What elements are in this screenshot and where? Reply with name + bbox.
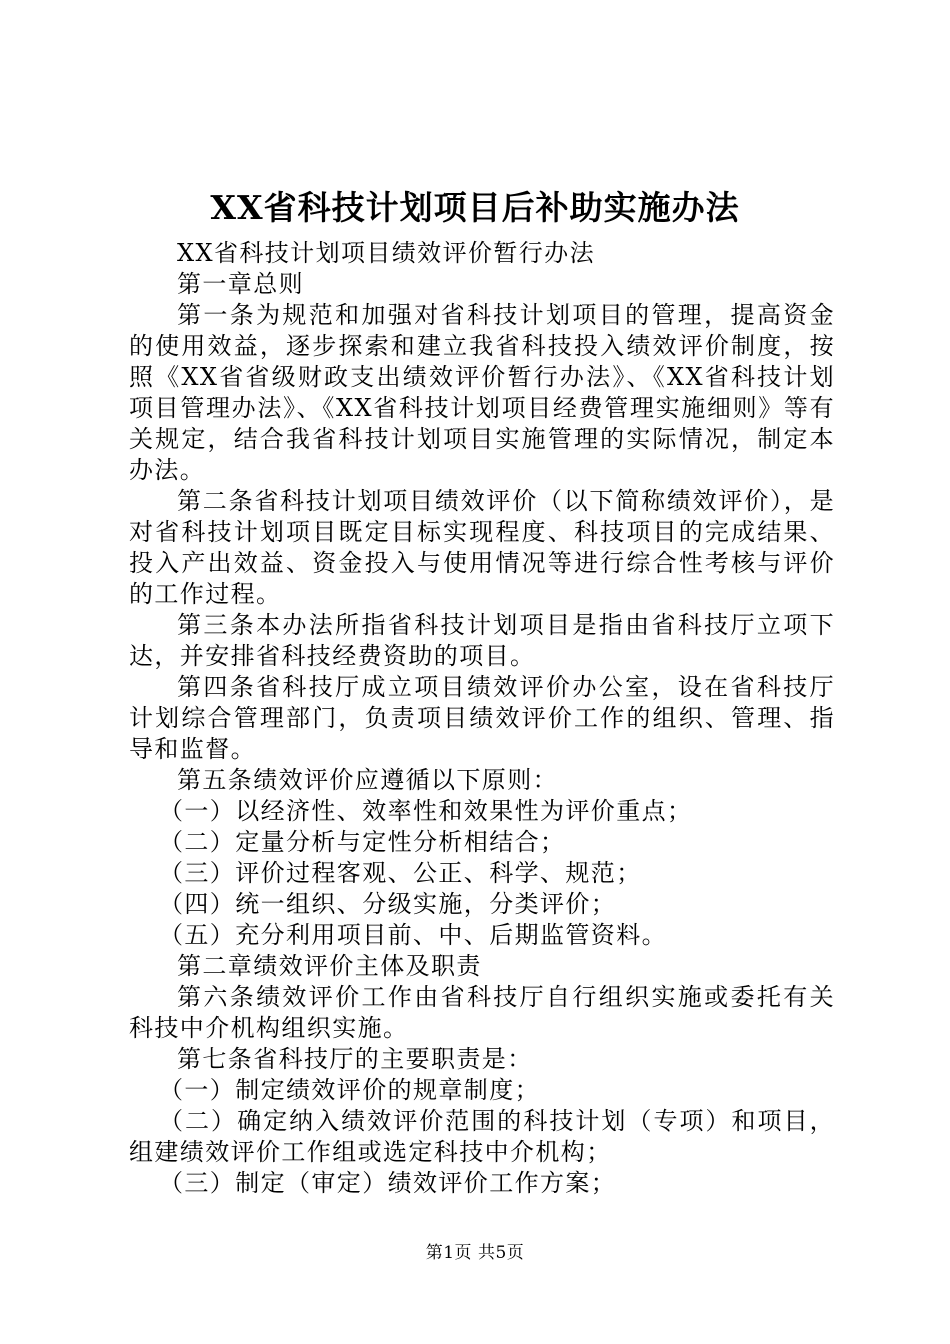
- list-item: （三）制定（审定）绩效评价工作方案；: [159, 1169, 617, 1197]
- list-item: （二）定量分析与定性分析相结合；: [159, 828, 566, 856]
- document-title: XX省科技计划项目后补助实施办法: [210, 188, 740, 227]
- chapter-heading: 第一章总则: [177, 270, 304, 298]
- list-item: （二）确定纳入绩效评价范围的科技计划（专项）和项目，组建绩效评价工作组或选定科技中介机构；: [129, 1107, 835, 1166]
- chapter-heading: 第二章绩效评价主体及职责: [177, 952, 482, 980]
- document-body: [129, 238, 835, 1199]
- paragraph: 第三条本办法所指省科技计划项目是指由省科技厅立项下达，并安排省科技经费资助的项目。: [129, 611, 835, 670]
- list-item: （四）统一组织、分级实施，分类评价；: [159, 890, 617, 918]
- page-number-footer: 第1页 共5页: [425, 1243, 525, 1263]
- list-item: （一）制定绩效评价的规章制度；: [159, 1076, 540, 1104]
- list-item: （一）以经济性、效率性和效果性为评价重点；: [159, 797, 693, 825]
- paragraph: 第一条为规范和加强对省科技计划项目的管理，提高资金的使用效益，逐步探索和建立我省科技投入绩效评价制度，按照《XX省省级财政支出绩效评价暂行办法》、《XX省科技计划项目管理办法》、《XX省科技计划项目经费管理实施细则》等有关规定，结合我省科技计划项目实施管理的实际情况，制定本办法。: [129, 301, 835, 484]
- paragraph: 第二条省科技计划项目绩效评价（以下简称绩效评价），是对省科技计划项目既定目标实现程度、科技项目的完成结果、投入产出效益、资金投入与使用情况等进行综合性考核与评价的工作过程。: [129, 487, 835, 608]
- paragraph: 第六条绩效评价工作由省科技厅自行组织实施或委托有关科技中介机构组织实施。: [129, 983, 835, 1042]
- paragraph: 第五条绩效评价应遵循以下原则：: [177, 766, 558, 794]
- paragraph: 第七条省科技厅的主要职责是：: [177, 1045, 533, 1073]
- list-item: （三）评价过程客观、公正、科学、规范；: [159, 859, 642, 887]
- paragraph: 第四条省科技厅成立项目绩效评价办公室，设在省科技厅计划综合管理部门，负责项目绩效评价工作的组织、管理、指导和监督。: [129, 673, 835, 763]
- paragraph: XX省科技计划项目绩效评价暂行办法: [177, 239, 595, 267]
- list-item: （五）充分利用项目前、中、后期监管资料。: [159, 921, 667, 949]
